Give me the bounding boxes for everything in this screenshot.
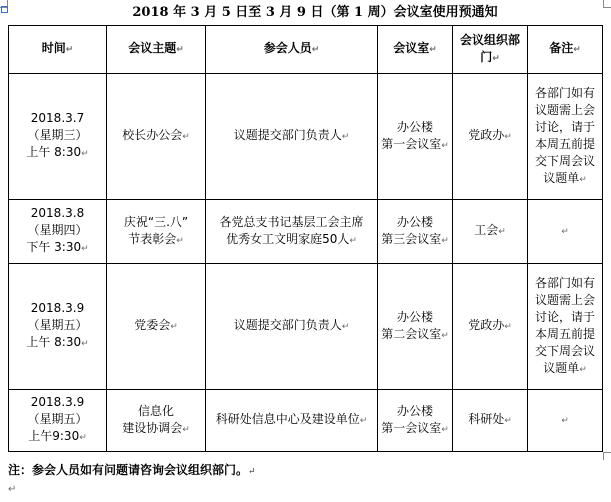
paragraph-mark-icon: ↵ [81, 244, 89, 254]
cell-line: 2018.3.9 [30, 395, 85, 409]
cell-line: 议题需上会 [534, 292, 595, 307]
cell-line: （星期四） [27, 223, 88, 237]
cell-line: （星期五） [27, 412, 88, 426]
paragraph-mark-icon: ↵ [182, 424, 190, 435]
paragraph-mark-icon: ↵ [504, 322, 512, 332]
cell-room [378, 200, 453, 264]
paragraph-mark-icon: ↵ [65, 45, 74, 55]
cell-line: 党政办↵ [468, 318, 512, 332]
cell-note [528, 264, 603, 390]
cell-line: 2018.3.8 [30, 206, 85, 220]
paragraph-mark-icon: ↵ [579, 174, 587, 185]
document-title: 2018 年 3 月 5 日至 3 月 9 日（第 1 周）会议室使用预通知 [132, 5, 498, 20]
paragraph-mark-icon: ↵ [441, 330, 449, 341]
paragraph-mark-icon: ↵ [176, 45, 184, 55]
cell-note [528, 200, 603, 264]
cell-line: 议题单↵ [543, 360, 587, 375]
header-cell-topic [107, 26, 206, 74]
cell-line: 节表彰会↵ [128, 231, 184, 246]
cell-line: 上午9:30↵ [28, 429, 87, 443]
table-row [9, 74, 603, 200]
cell-topic [107, 264, 206, 390]
paragraph-mark-icon: ↵ [170, 322, 178, 332]
cell-time [9, 74, 107, 200]
cell-line: 2018.3.9 [30, 301, 85, 315]
footnote [8, 460, 256, 480]
paragraph-mark-icon: ↵ [579, 364, 587, 375]
cell-topic [107, 390, 206, 452]
cell-room [378, 390, 453, 452]
cell-line: 第二会议室↵ [381, 326, 449, 341]
cell-line: 本周五前提 [534, 326, 595, 341]
cell-line: 第一会议室↵ [381, 136, 449, 151]
cell-line: 第一会议室↵ [381, 420, 449, 435]
cell-line: 议题需上会 [534, 102, 595, 117]
cell-line: 优秀女工文明家庭50人↵ [226, 231, 357, 246]
cell-time [9, 390, 107, 452]
header-label: 会议室 [393, 41, 430, 55]
cell-line: 办公楼 [396, 309, 433, 324]
cell-line: 2018.3.7 [30, 111, 85, 125]
footnote-text: 注：参会人员如有问题请咨询会议组织部门。 [8, 463, 249, 477]
paragraph-mark-icon: ↵ [504, 132, 512, 142]
paragraph-mark-icon: ↵ [79, 433, 87, 443]
table-row [9, 390, 603, 452]
cell-line: 办公楼 [396, 214, 433, 229]
cell-room [378, 74, 453, 200]
header-cell-attendees [206, 26, 378, 74]
paragraph-mark-icon: ↵ [349, 235, 357, 246]
cell-note [528, 390, 603, 452]
cell-line: 党政办↵ [468, 128, 512, 142]
paragraph-mark-icon: ↵ [492, 53, 500, 64]
cell-line: （星期五） [27, 318, 88, 332]
paragraph-mark-icon: ↵ [176, 235, 184, 246]
paragraph-mark-icon: ↵ [311, 45, 320, 55]
cell-line: 议题提交部门负责人↵ [233, 318, 350, 332]
cell-line: 上午 8:30↵ [26, 335, 89, 349]
header-label: 参会人员 [263, 41, 312, 55]
paragraph-mark-icon: ↵ [182, 132, 190, 142]
paragraph-mark-icon: ↵ [504, 416, 512, 426]
paragraph-mark-icon: ↵ [341, 132, 350, 142]
cell-time [9, 264, 107, 390]
header-cell-time [9, 26, 107, 74]
table-header-row [9, 26, 603, 74]
cell-line: （星期三） [27, 128, 88, 142]
header-label: 时间 [41, 41, 66, 55]
cell-line: 科研处↵ [468, 412, 512, 426]
cell-note [528, 74, 603, 200]
header-cell-room [378, 26, 453, 74]
cell-attendees [206, 200, 378, 264]
header-label: 备注 [549, 41, 574, 55]
paragraph-mark-icon: ↵ [441, 140, 449, 151]
meeting-schedule-table [8, 25, 603, 452]
cell-attendees [206, 74, 378, 200]
paragraph-mark-icon: ↵ [359, 416, 368, 426]
cell-line: 庆祝“三.八” [123, 214, 189, 229]
paragraph-mark-icon: ↵ [81, 149, 89, 159]
cell-line: 科研处信息中心及建设单位↵ [215, 412, 368, 426]
paragraph-mark-icon: ↵ [248, 467, 256, 477]
paragraph-mark-icon: ↵ [561, 416, 569, 426]
cell-line: 交下周会议 [534, 153, 595, 168]
paragraph-mark-icon: ↵ [573, 45, 581, 55]
header-label: 会议组织部门 [459, 32, 520, 64]
cell-line: 讨论，请于 [534, 309, 595, 324]
cell-line: 校长办公会↵ [122, 128, 190, 142]
cell-organizer [453, 264, 528, 390]
cell-line: 办公楼 [396, 119, 433, 134]
cell-topic [107, 200, 206, 264]
crop-mark-top-right [603, 0, 611, 8]
cell-line: 党委会↵ [134, 318, 178, 332]
cell-line: 各部门如有 [534, 275, 595, 290]
cell-attendees [206, 390, 378, 452]
header-cell-note [528, 26, 603, 74]
cell-line: 本周五前提 [534, 136, 595, 151]
paragraph-mark-icon: ↵ [81, 339, 89, 349]
cell-organizer [453, 74, 528, 200]
cell-time [9, 200, 107, 264]
cell-line: 议题提交部门负责人↵ [233, 128, 350, 142]
table-anchor-icon[interactable] [1, 6, 8, 13]
cell-organizer [453, 200, 528, 264]
paragraph-mark-icon: ↵ [498, 227, 506, 237]
paragraph-mark-icon: ↵ [561, 227, 569, 237]
cell-line: 各党总支书记基层工会主席 [219, 214, 364, 229]
cell-line: 上午 8:30↵ [26, 145, 89, 159]
cell-organizer [453, 390, 528, 452]
table-row [9, 200, 603, 264]
cell-line: 工会↵ [474, 223, 506, 237]
header-cell-organizer [453, 26, 528, 74]
cell-line: 信息化 [137, 403, 174, 418]
table-row [9, 264, 603, 390]
cell-attendees [206, 264, 378, 390]
paragraph-mark-icon: ↵ [441, 424, 449, 435]
cell-room [378, 264, 453, 390]
crop-mark-bottom-right [603, 452, 611, 460]
cell-line: 下午 3:30↵ [26, 240, 89, 254]
cell-line: 办公楼 [396, 403, 433, 418]
cell-line: 交下周会议 [534, 343, 595, 358]
cell-line: 第三会议室↵ [381, 231, 449, 246]
paragraph-mark-icon: ↵ [341, 322, 350, 332]
cell-topic [107, 74, 206, 200]
header-label: 会议主题 [128, 41, 177, 55]
paragraph-mark-icon: ↵ [441, 235, 449, 246]
cell-line: 各部门如有 [534, 85, 595, 100]
cell-line: 议题单↵ [543, 170, 587, 185]
cell-line: 建设协调会↵ [122, 420, 190, 435]
cell-line: 讨论，请于 [534, 119, 595, 134]
paragraph-mark-icon: ↵ [8, 484, 17, 495]
paragraph-mark-icon: ↵ [429, 45, 437, 55]
